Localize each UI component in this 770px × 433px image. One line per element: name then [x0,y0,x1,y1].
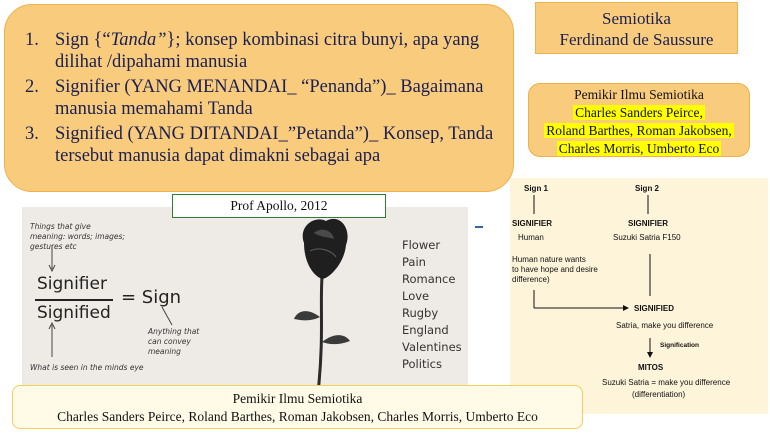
list-number: 1. [25,30,39,50]
slide-subtitle: Ferdinand de Saussure [559,30,714,49]
sign-1-label: Sign 1 [524,184,549,193]
note-things-give-meaning: Things that give meaning: words; images; gestures etc [30,222,125,251]
sign-text-pre: Sign {“ [55,30,111,50]
slide-title-box [535,2,738,54]
word-item: Rugby [402,306,439,320]
signified-text: Signified (YANG DITANDAI_”Petanda”)_ Konsep, Tanda tersebut manusia dapat dimakni sebagai apa [55,124,494,166]
slide-title: Semiotika [602,9,671,28]
sign-2-label: Sign 2 [635,184,660,193]
signified-label-diagram: SIGNIFIED [634,304,675,313]
satria-label: Satria, make you difference [616,321,714,330]
citation-label: Prof Apollo, 2012 [172,194,386,218]
equals-sign-label: = Sign [121,287,182,308]
signified-label: Signified [37,303,111,323]
semiotic-diagram [510,178,768,414]
sign-text-italic: Tanda” [110,30,167,50]
mitos-line-2: (differentiation) [632,390,686,399]
thinkers-heading: Pemikir Ilmu Semiotika [574,87,704,102]
human-note-line-2: to have hope and desire [512,265,598,274]
concept-item-sign [25,29,505,73]
bottom-thinkers-heading: Pemikir Ilmu Semiotika [232,391,363,406]
list-number: 2. [25,77,39,97]
fraction-bar [35,299,113,301]
sign-signifier-figure [22,207,468,393]
suzuki-label: Suzuki Satria F150 [613,233,681,242]
concept-box [4,4,514,192]
note-convey-meaning: Anything that can convey meaning [148,327,200,356]
bottom-thinkers-names: Charles Sanders Peirce, Roland Barthes, Roman Jakobsen, Charles Morris, Umberto Eco [57,409,538,424]
word-item: Politics [402,357,442,371]
signifier-right-label: SIGNIFIER [628,219,669,228]
thinkers-line-1: Charles Sanders Peirce, [575,105,703,120]
human-note-line-3: difference) [512,275,550,284]
bottom-thinkers-box [12,385,583,429]
human-label: Human [518,233,544,242]
concept-list [25,29,505,170]
signification-label: Signification [660,342,699,349]
signifier-text: Signifier (YANG MENANDAI_ “Penanda”)_ Bagaimana manusia memahami Tanda [55,77,484,119]
word-item: England [402,323,449,337]
thinkers-box [528,83,750,157]
note-minds-eye: What is seen in the minds eye [30,363,144,372]
signifier-left-label: SIGNIFIER [512,219,553,228]
concept-item-signifier [25,76,505,120]
thinkers-line-2: Roland Barthes, Roman Jakobsen, [546,123,732,138]
word-item: Love [402,289,430,303]
mitos-label: MITOS [638,363,664,372]
word-item: Flower [402,238,441,252]
mitos-line-1: Suzuki Satria = make you difference [602,378,731,387]
rose-icon [303,219,348,279]
list-number: 3. [25,124,39,144]
word-item: Valentines [402,340,462,354]
signifier-label: Signifier [37,274,107,294]
meaning-word-list [402,237,462,373]
sign-text-post: }; konsep kombinasi citra bunyi, apa yang dilihat /dipahami manusia [55,30,480,72]
dash-mark [475,226,483,228]
thinkers-line-3: Charles Morris, Umberto Eco [558,141,720,156]
human-note-line-1: Human nature wants [512,255,586,264]
word-item: Romance [402,272,456,286]
word-item: Pain [402,255,426,269]
concept-item-signified [25,123,505,167]
